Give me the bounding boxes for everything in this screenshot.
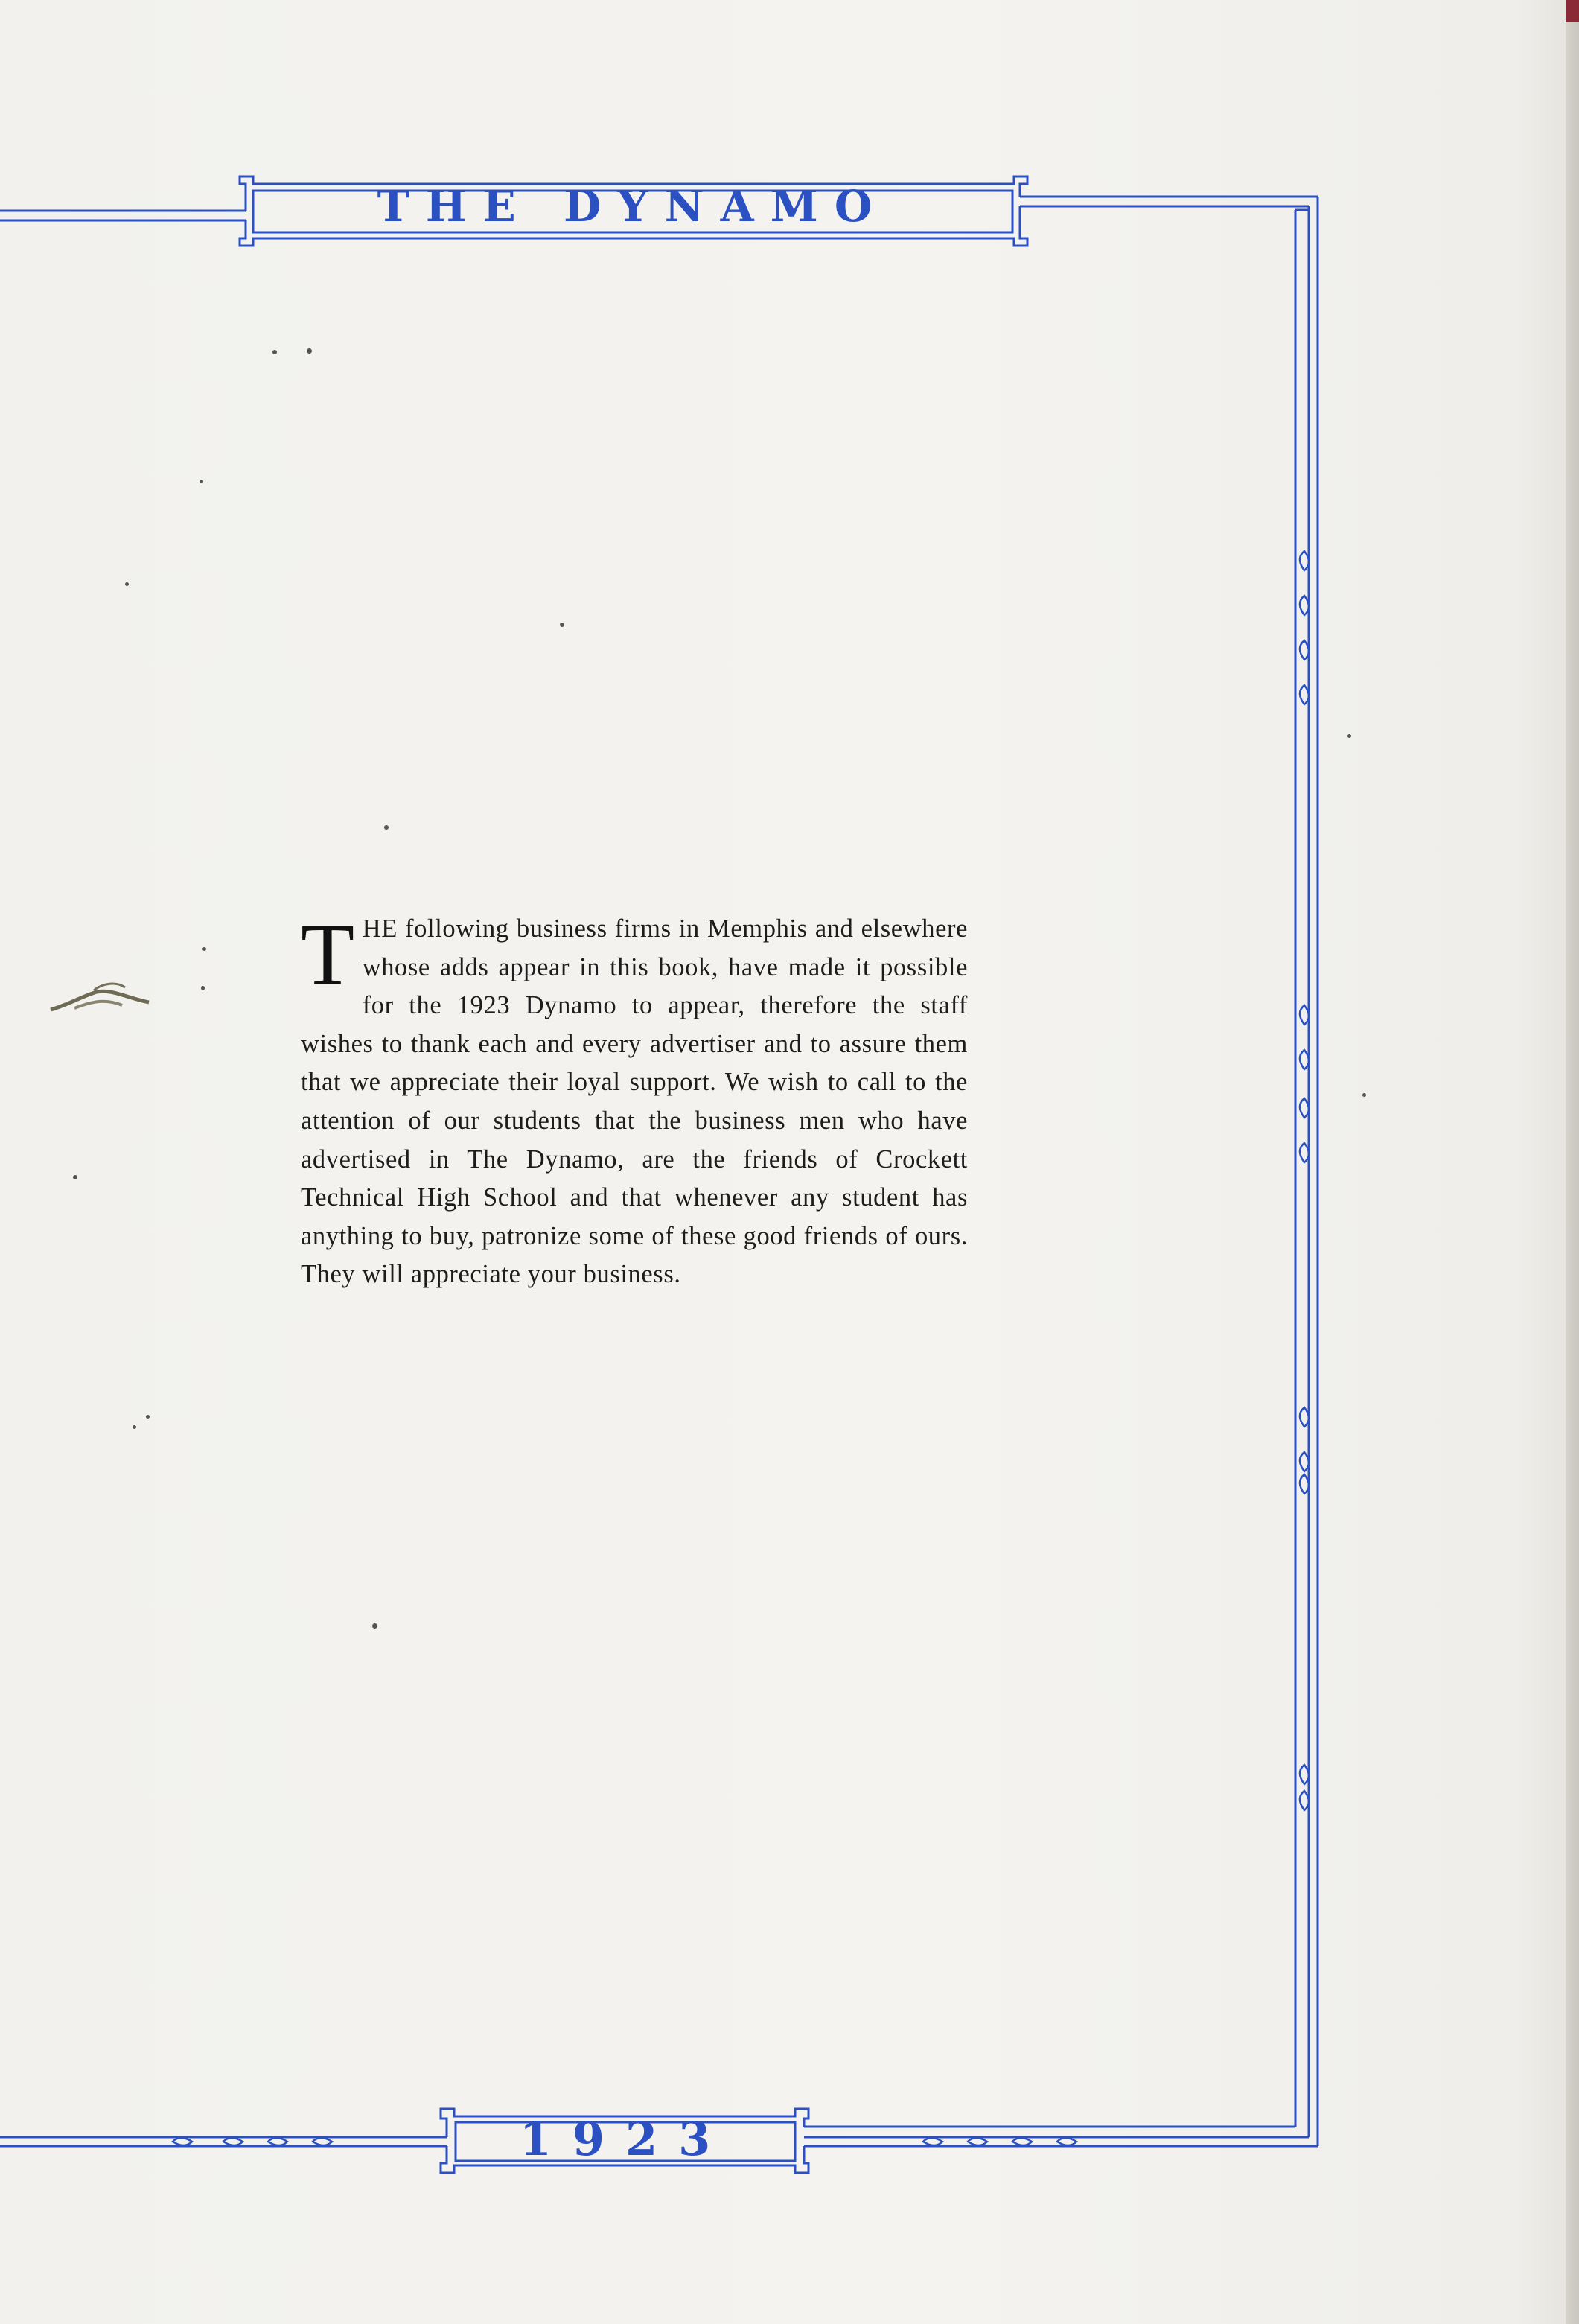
- paper-speck: [73, 1175, 77, 1179]
- paper-speck: [560, 623, 564, 627]
- paper-speck: [372, 1623, 377, 1629]
- paper-speck: [125, 582, 129, 586]
- paper-speck: [307, 348, 312, 354]
- paragraph-text: HE following business firms in Memphis and elsewhere whose adds appear in this book, have made it possible for the 1923 Dynamo to appear, therefore the staff wishes to thank each and every advertiser and to assure them that we appreciate their loyal support. We wish to call to the attention of our students that the business men who have advertised in The Dynamo, are the friends of Crockett Technical High School and that whenever any student has anything to buy, patronize some of these good friends of ours. They will appreciate your business.: [301, 914, 968, 1289]
- paper-speck: [384, 825, 389, 830]
- paper-speck: [1362, 1093, 1366, 1097]
- drop-cap: T: [301, 905, 355, 1003]
- paper-speck: [201, 986, 205, 990]
- paper-speck: [133, 1425, 136, 1429]
- header-title: THE DYNAMO: [377, 181, 889, 232]
- paper-speck: [200, 480, 203, 483]
- paper-speck: [202, 947, 206, 951]
- advertiser-thanks-paragraph: [301, 905, 968, 1294]
- stray-thread: [45, 975, 164, 1020]
- paper-speck: [272, 350, 277, 354]
- footer-year: 1923: [519, 2112, 732, 2166]
- paper-speck: [1347, 734, 1351, 738]
- paper-speck: [146, 1415, 150, 1419]
